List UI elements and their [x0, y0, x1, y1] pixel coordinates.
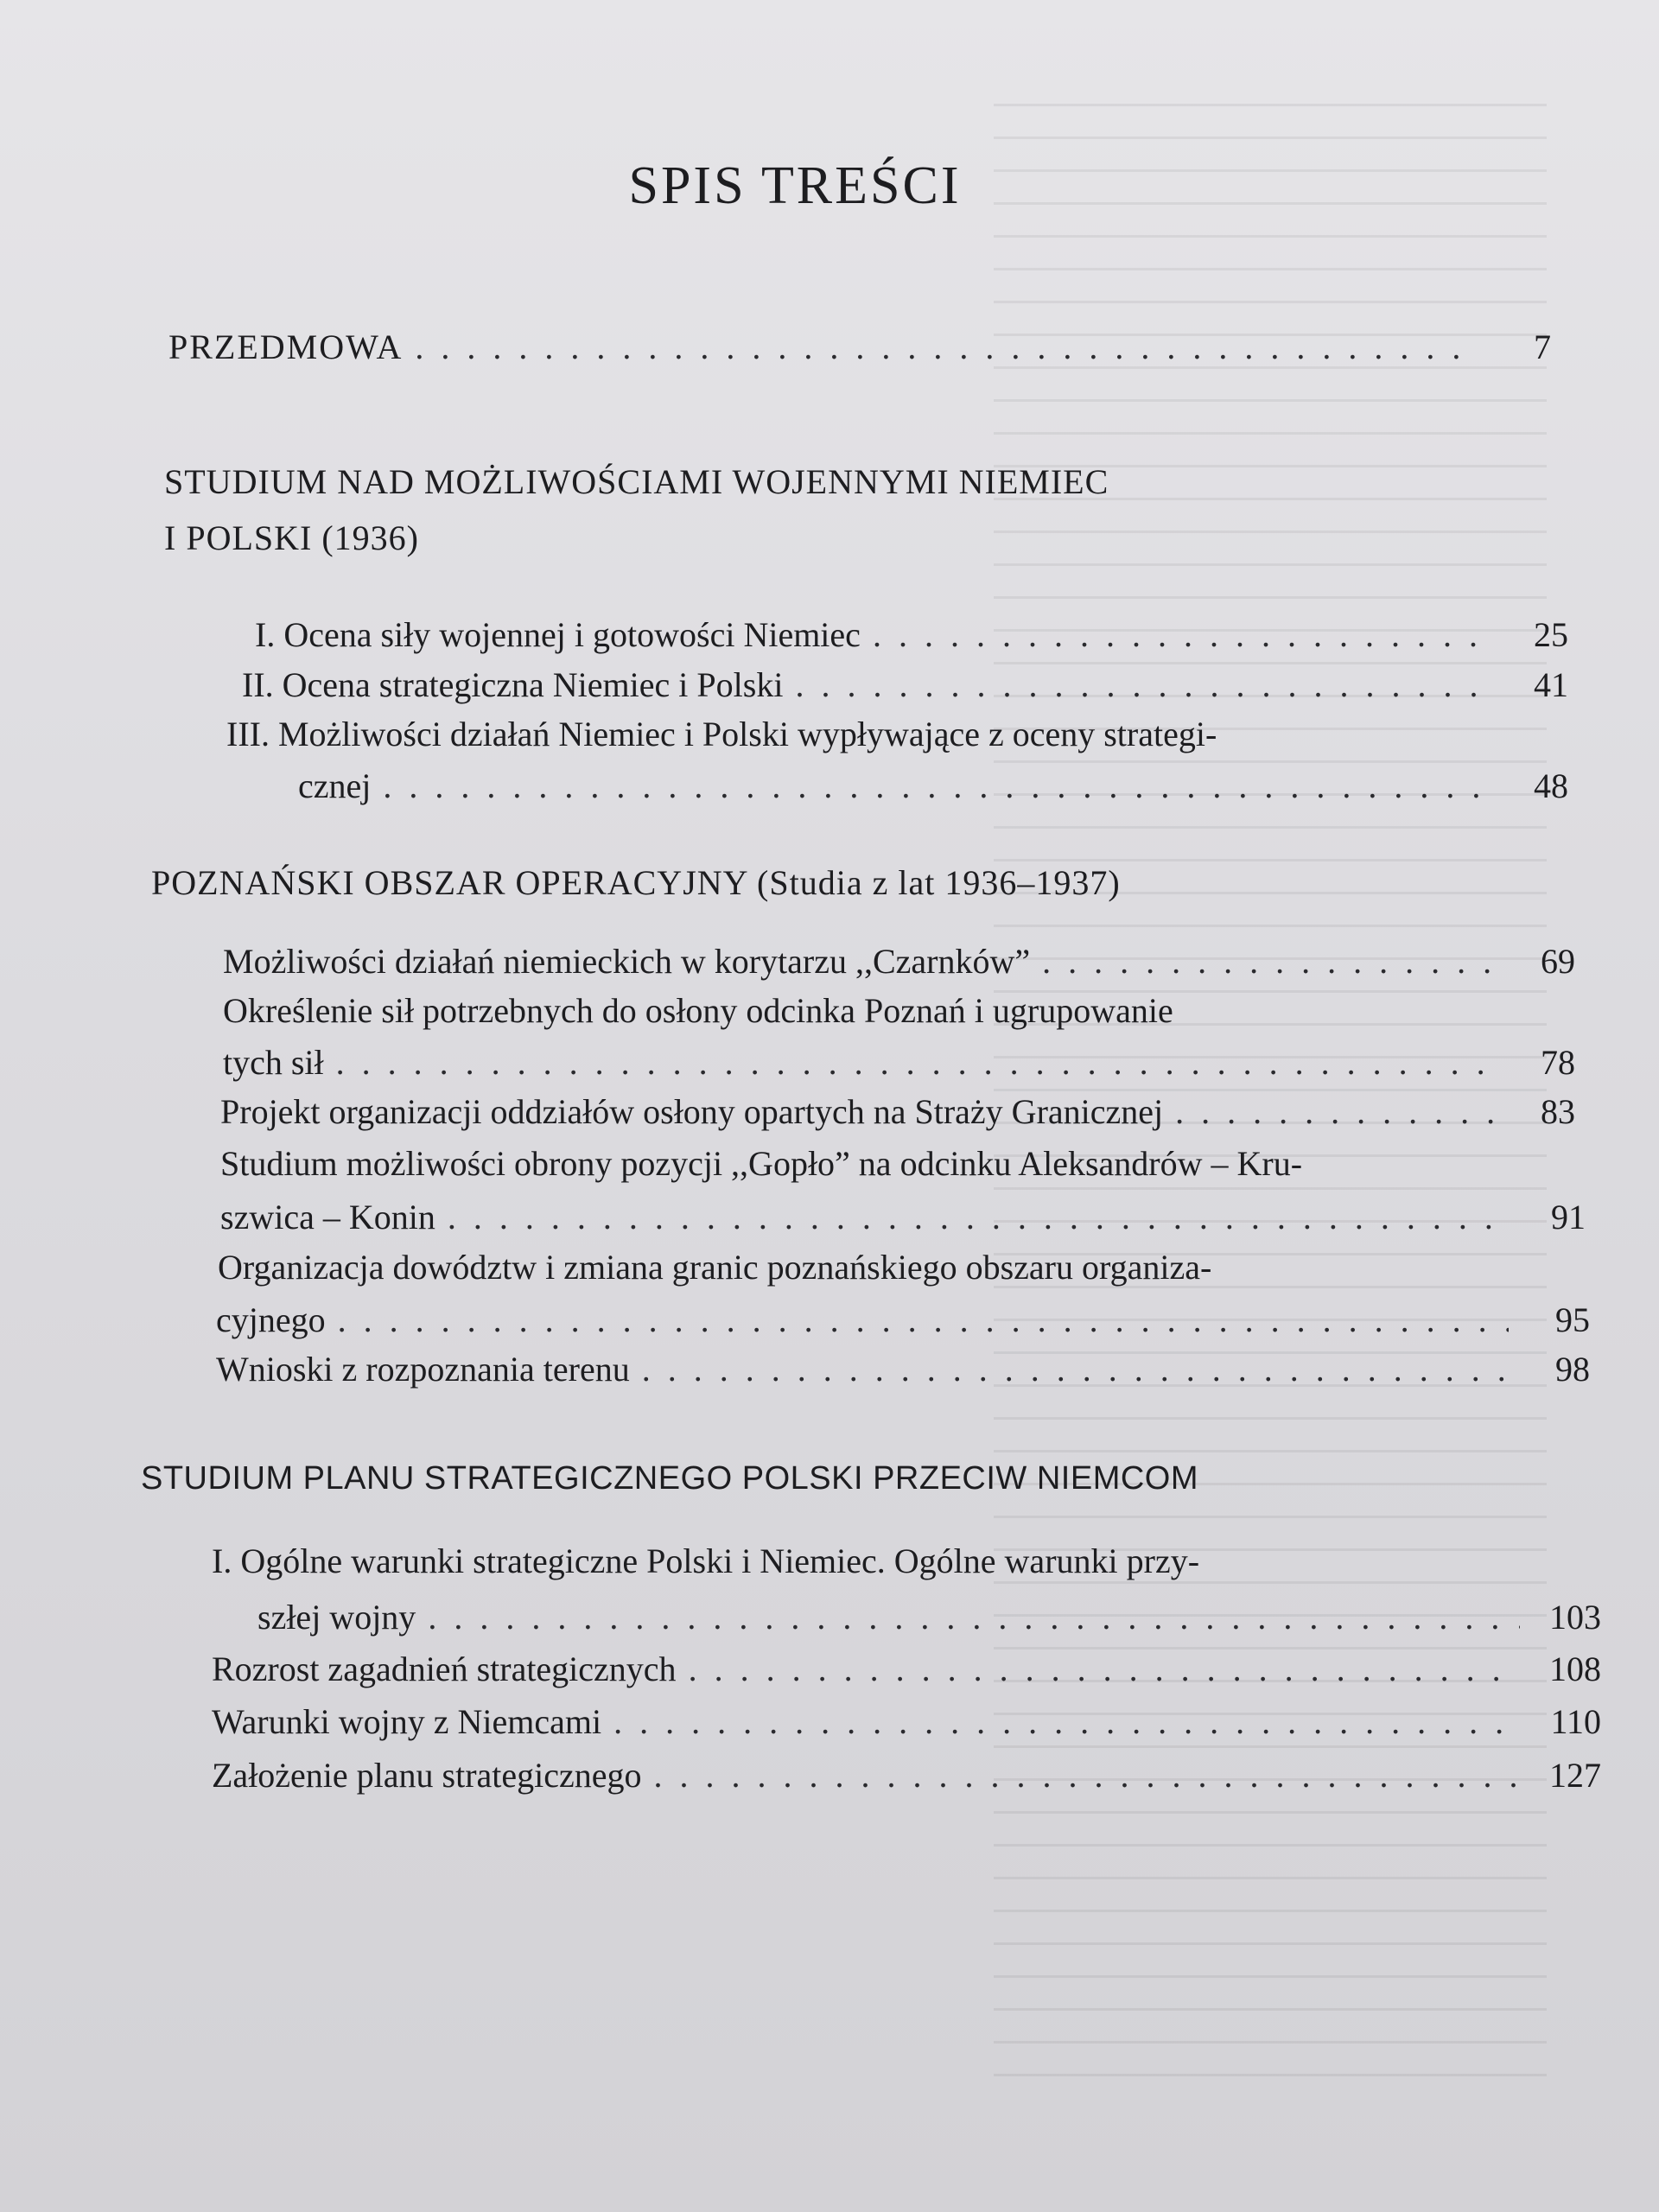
page-number: 108 [1549, 1649, 1601, 1688]
toc-entry-continuation[interactable] [257, 1600, 1601, 1635]
toc-entry-label: Możliwości działań niemieckich w korytarzu ,,Czarnków” [223, 942, 1031, 981]
toc-entry-label: cyjnego [216, 1300, 326, 1339]
page-number: 103 [1549, 1598, 1601, 1637]
dot-leader [448, 1200, 1504, 1235]
toc-entry-multiline[interactable]: Studium możliwości obrony pozycji ,,Gopło” na odcinku Aleksandrów – Kru- [220, 1144, 1303, 1183]
dot-leader [689, 1652, 1520, 1687]
toc-entry-continuation[interactable] [220, 1200, 1586, 1235]
toc-entry[interactable] [212, 1649, 1601, 1688]
section-heading-1-line1: STUDIUM NAD MOŻLIWOŚCIAMI WOJENNYMI NIEMIEC [164, 462, 1109, 501]
chapter-title: Możliwości działań Niemiec i Polski wypływające z oceny strategi- [277, 715, 1217, 753]
toc-entry-label: Projekt organizacji oddziałów osłony opartych na Straży Granicznej [220, 1092, 1164, 1131]
toc-entry[interactable] [212, 1758, 1601, 1793]
toc-entry-preface[interactable] [168, 327, 1551, 366]
toc-entry[interactable] [212, 1702, 1601, 1741]
dot-leader [338, 1303, 1509, 1338]
chapter-number: II. [242, 665, 274, 704]
page-number: 91 [1551, 1198, 1586, 1236]
page-number: 95 [1555, 1300, 1590, 1339]
toc-entry-continuation[interactable] [223, 1043, 1575, 1082]
toc-entry[interactable] [223, 944, 1575, 979]
dot-leader [654, 1758, 1520, 1793]
toc-entry-label [242, 665, 795, 704]
section-heading-2-title: POZNAŃSKI OBSZAR OPERACYJNY [151, 863, 748, 902]
page-number: 127 [1549, 1756, 1601, 1795]
dot-leader [795, 668, 1487, 702]
dot-leader [415, 330, 1470, 365]
chapter-title: Ocena siły wojennej i gotowości Niemiec [283, 615, 861, 654]
chapter-number: I. [212, 1541, 232, 1580]
toc-entry-label: Założenie planu strategicznego [212, 1756, 642, 1795]
toc-entry[interactable] [220, 1092, 1575, 1131]
chapter-number: III. [226, 715, 270, 753]
dot-leader [336, 1046, 1494, 1080]
page-number: 25 [1534, 615, 1568, 654]
dot-leader [383, 769, 1487, 804]
dot-leader [873, 618, 1487, 652]
page-number: 110 [1550, 1702, 1601, 1741]
toc-entry-label: Warunki wojny z Niemcami [212, 1702, 602, 1741]
dot-leader [428, 1600, 1520, 1635]
page-number: 83 [1541, 1092, 1575, 1131]
chapter-title: Ogólne warunki strategiczne Polski i Niemiec. Ogólne warunki przy- [240, 1541, 1200, 1580]
section-heading-1-line2: I POLSKI (1936) [164, 518, 419, 557]
toc-entry-label: tych sił [223, 1043, 324, 1082]
section-heading-2 [151, 863, 1121, 902]
section-heading-3: STUDIUM PLANU STRATEGICZNEGO POLSKI PRZECIW NIEMCOM [141, 1460, 1199, 1497]
page-number: 41 [1534, 665, 1568, 704]
chapter-number: I. [255, 615, 276, 654]
page-number: 98 [1555, 1350, 1590, 1389]
toc-entry[interactable] [255, 615, 1568, 654]
toc-entry-multiline[interactable] [226, 717, 1217, 752]
toc-entry-label [255, 615, 873, 654]
toc-entry-label: cznej [298, 766, 372, 805]
toc-entry-multiline[interactable]: Określenie sił potrzebnych do osłony odcinka Poznań i ugrupowanie [223, 991, 1173, 1030]
dot-leader [1042, 944, 1494, 979]
toc-entry-label: szwica – Konin [220, 1198, 435, 1236]
dot-leader [642, 1352, 1509, 1387]
page-number: 78 [1541, 1043, 1575, 1082]
toc-entry-label: PRZEDMOWA [168, 327, 404, 366]
chapter-title: Ocena strategiczna Niemiec i Polski [282, 665, 784, 704]
toc-entry-multiline[interactable] [212, 1541, 1200, 1580]
toc-entry[interactable] [216, 1352, 1590, 1387]
dot-leader [1175, 1095, 1494, 1129]
toc-entry[interactable] [242, 665, 1568, 704]
page-number: 69 [1541, 942, 1575, 981]
page-title: SPIS TREŚCI [628, 156, 962, 215]
toc-entry-label: Rozrost zagadnień strategicznych [212, 1649, 677, 1688]
section-heading-2-suffix: (Studia z lat 1936–1937) [757, 863, 1121, 902]
toc-entry-label: Wnioski z rozpoznania terenu [216, 1350, 630, 1389]
toc-entry-label: szłej wojny [257, 1598, 416, 1637]
page-number: 7 [1534, 327, 1551, 366]
toc-entry-multiline[interactable]: Organizacja dowództw i zmiana granic poznańskiego obszaru organiza- [218, 1248, 1212, 1287]
page-number: 48 [1534, 766, 1568, 805]
toc-entry-continuation[interactable] [298, 766, 1568, 805]
toc-entry-continuation[interactable] [216, 1300, 1590, 1339]
dot-leader [613, 1705, 1520, 1739]
